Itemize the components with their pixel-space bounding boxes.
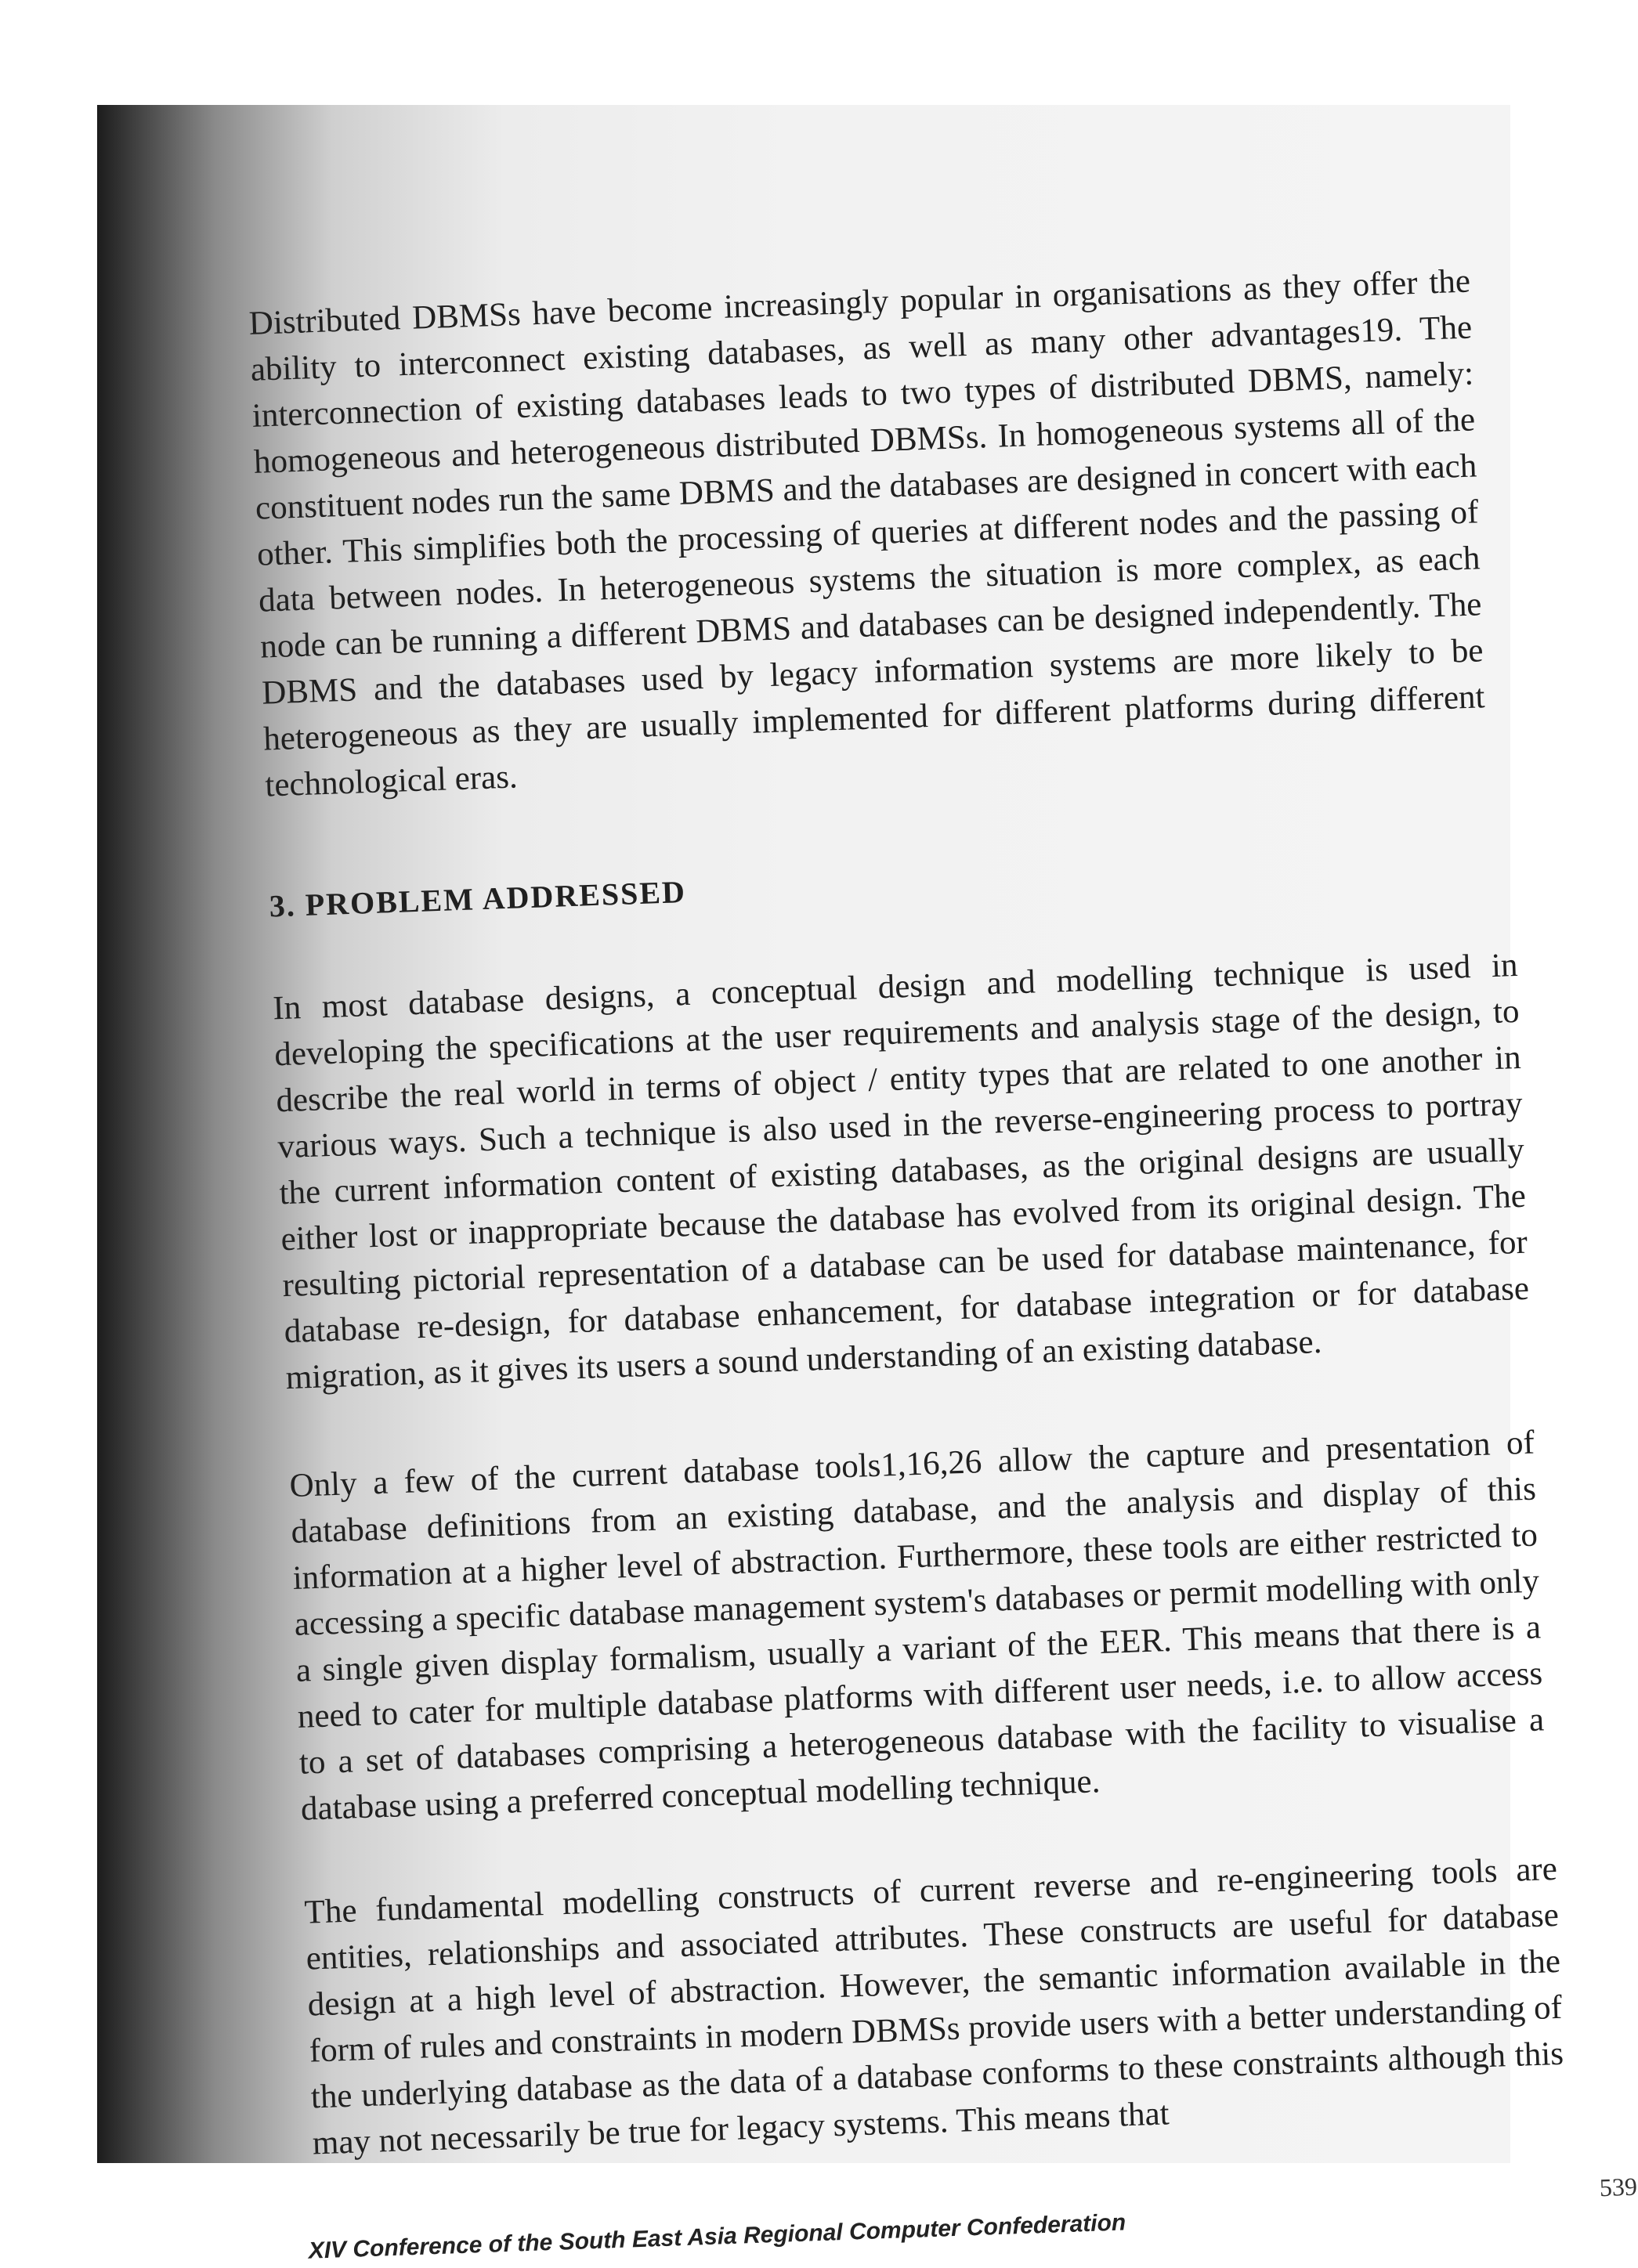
scanned-page [97,105,1638,2264]
conference-footer: XIV Conference of the South East Asia Regional Computer Confederation [308,2209,1126,2264]
paragraph-database-tools: Only a few of the current database tools1,16,26 allow the capture and presentation of database definitions from an existing database, and the analysis and display of this information at a higher level of abstraction. Furthermore, these tools are either restricted to accessing a specific database management system's databases or permit modelling with only a single given display formalism, usually a variant of the EER. This means that there is a need to cater for multiple database platforms with different user needs, i.e. to allow access to a set of databases comprising a heterogeneous database with the facility to visualise a database using a preferred conceptual modelling technique. [288,1424,1545,1828]
page-content [246,193,1638,2264]
paragraph-modelling-constructs: The fundamental modelling constructs of current reverse and re-engineering tools are entities, relationships and associated attributes. These constructs are useful for database design at a high level of abstraction. However, the semantic information available in the form of rules and constraints in modern DBMSs provide users with a better understanding of the underlying database as the data of a database conforms to these constraints although this may not necessarily be true for legacy systems. This means that [303,1850,1564,2162]
page-number: 539 [1599,2172,1638,2202]
paragraph-distributed-dbms: Distributed DBMSs have become increasingly popular in organisations as they offer the ability to interconnect existing databases, as well as many other advantages19. The interconnection of existing databases leads to two types of distributed DBMS, namely: homogeneous and heterogeneous distributed DBMSs. In homogeneous systems all of the constituent nodes run the same DBMS and the databases are designed in concert with each other. This simplifies both the processing of queries at different nodes and the passing of data between nodes. In heterogeneous systems the situation is more complex, as each node can be running a different DBMS and databases can be designed independently. The DBMS and the databases used by legacy information systems are more likely to be heterogeneous as they are usually implemented for different platforms during different technological eras. [248,262,1486,804]
section-heading: 3. PROBLEM ADDRESSED [269,873,687,924]
paragraph-database-designs: In most database designs, a conceptual design and modelling technique is used in developing the specifications at the user requirements and analysis stage of the design, to describe the real world in terms of object / entity types that are related to one another in various ways. Such a technique is also used in the reverse-engineering process to portray the current information content of existing databases, as the original designs are usually either lost or inappropriate because the database has evolved from its original design. The resulting pictorial representation of a database can be used for database maintenance, for database re-design, for database enhancement, for database integration or for database migration, as it gives its users a sound understanding of an existing database. [272,946,1530,1397]
